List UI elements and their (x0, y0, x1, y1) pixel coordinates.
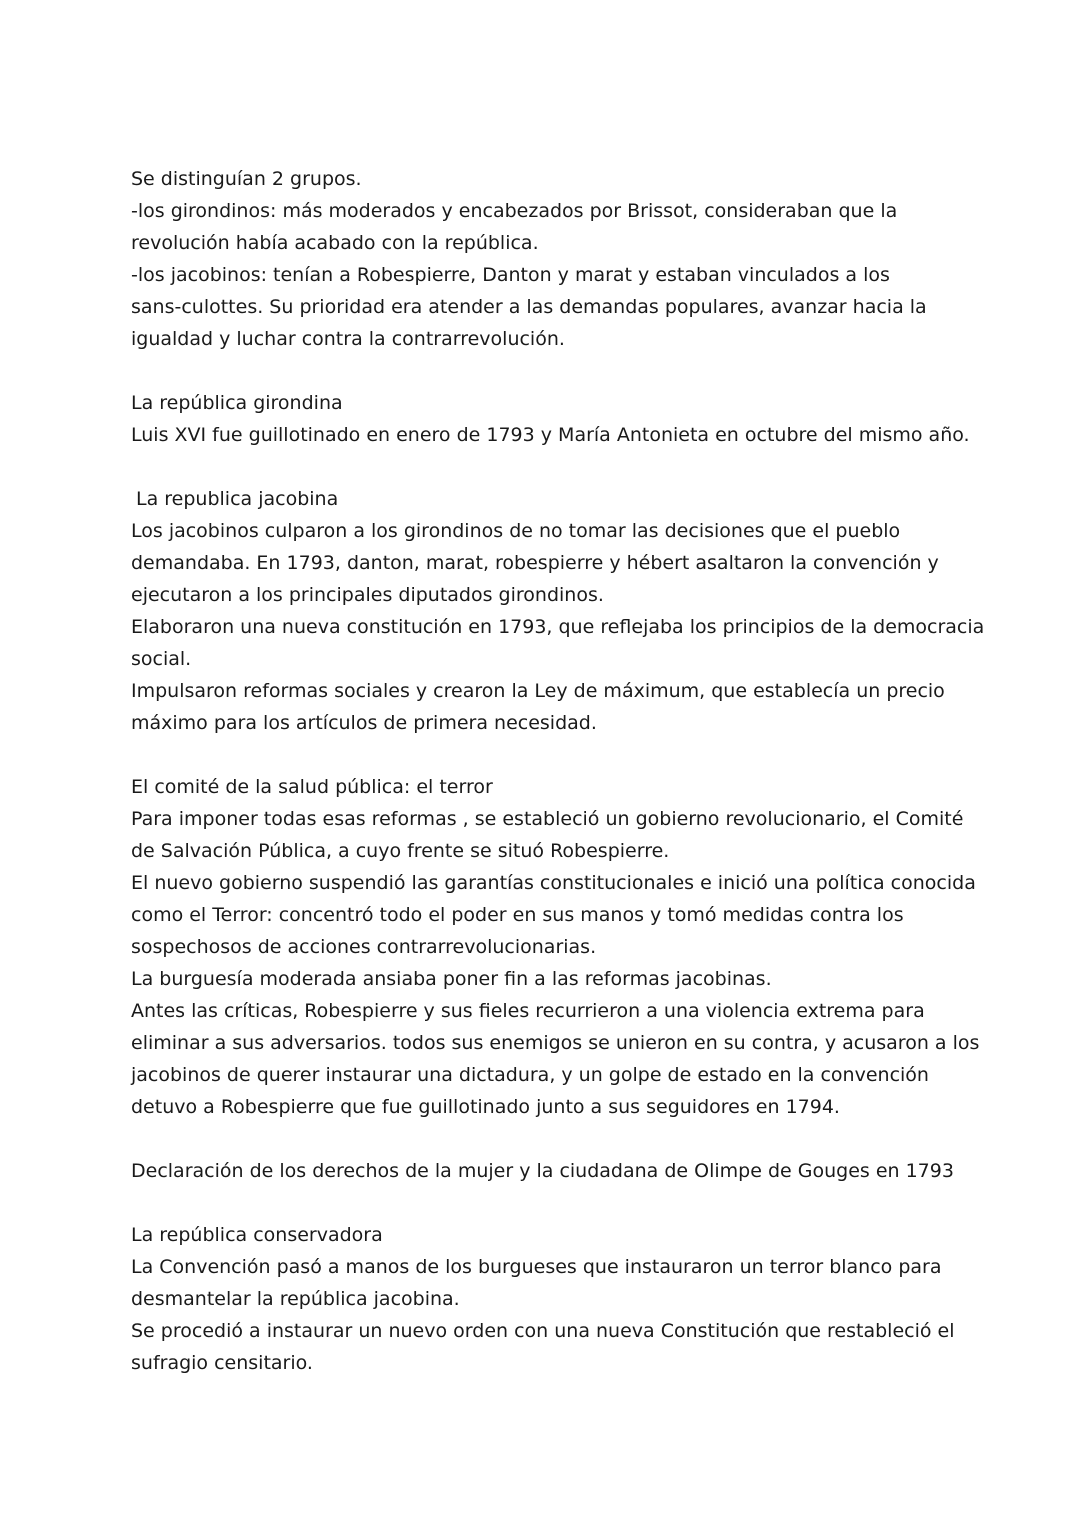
paragraph-line: Declaración de los derechos de la mujer y la ciudadana de Olimpe de Gouges en 1793 (131, 1160, 954, 1182)
paragraph-line: Elaboraron una nueva constitución en 1793, que reflejaba los principios de la democracia (131, 616, 985, 638)
paragraph-line: Los jacobinos culparon a los girondinos de no tomar las decisiones que el pueblo (131, 520, 901, 542)
paragraph-line: La burguesía moderada ansiaba poner fin a las reformas jacobinas. (131, 968, 772, 990)
paragraph-line: Antes las críticas, Robespierre y sus fieles recurrieron a una violencia extrema para (131, 1000, 925, 1022)
section-republica-jacobina (131, 483, 985, 739)
paragraph-line: máximo para los artículos de primera necesidad. (131, 712, 597, 734)
paragraph-line: -los jacobinos: tenían a Robespierre, Danton y marat y estaban vinculados a los (131, 264, 890, 286)
paragraph-line: como el Terror: concentró todo el poder en sus manos y tomó medidas contra los (131, 904, 904, 926)
paragraph-line: detuvo a Robespierre que fue guillotinado junto a sus seguidores en 1794. (131, 1096, 840, 1118)
paragraph-line: La Convención pasó a manos de los burgueses que instauraron un terror blanco para (131, 1256, 942, 1278)
section-heading: La republica jacobina (136, 488, 339, 510)
paragraph-line: igualdad y luchar contra la contrarrevolución. (131, 328, 565, 350)
paragraph-line: sans-culottes. Su prioridad era atender a las demandas populares, avanzar hacia la (131, 296, 927, 318)
paragraph-line: -los girondinos: más moderados y encabezados por Brissot, consideraban que la (131, 200, 898, 222)
blank-line (131, 1123, 961, 1155)
blank-line (131, 1187, 961, 1219)
section-republica-girondina (131, 387, 970, 451)
paragraph-line: Para imponer todas esas reformas , se estableció un gobierno revolucionario, el Comité (131, 808, 964, 830)
blank-line (131, 739, 961, 771)
paragraph-line: Impulsaron reformas sociales y crearon la Ley de máximum, que establecía un precio (131, 680, 945, 702)
section-heading: La república conservadora (131, 1224, 383, 1246)
paragraph-line: sospechosos de acciones contrarrevolucionarias. (131, 936, 597, 958)
blank-line (131, 451, 961, 483)
paragraph-line: jacobinos de querer instaurar una dictadura, y un golpe de estado en la convención (131, 1064, 929, 1086)
section-comite-terror (131, 771, 980, 1123)
section-groups (131, 163, 961, 355)
section-heading: La república girondina (131, 392, 343, 414)
document-page (131, 163, 985, 1379)
paragraph-line: Se distinguían 2 grupos. (131, 168, 362, 190)
paragraph-line: El nuevo gobierno suspendió las garantías constitucionales e inició una política conocida (131, 872, 976, 894)
paragraph-line: ejecutaron a los principales diputados girondinos. (131, 584, 604, 606)
paragraph-line: Se procedió a instaurar un nuevo orden con una nueva Constitución que restableció el (131, 1320, 955, 1342)
section-declaracion (131, 1155, 961, 1187)
paragraph-line: social. (131, 648, 192, 670)
paragraph-line: eliminar a sus adversarios. todos sus enemigos se unieron en su contra, y acusaron a los (131, 1032, 980, 1054)
section-republica-conservadora (131, 1219, 961, 1379)
paragraph-line: sufragio censitario. (131, 1352, 313, 1374)
blank-line (131, 355, 961, 387)
paragraph-line: demandaba. En 1793, danton, marat, robespierre y hébert asaltaron la convención y (131, 552, 939, 574)
paragraph-line: de Salvación Pública, a cuyo frente se situó Robespierre. (131, 840, 670, 862)
paragraph-line: Luis XVI fue guillotinado en enero de 1793 y María Antonieta en octubre del mismo año. (131, 424, 970, 446)
section-heading: El comité de la salud pública: el terror (131, 776, 493, 798)
paragraph-line: revolución había acabado con la república. (131, 232, 539, 254)
paragraph-line: desmantelar la república jacobina. (131, 1288, 460, 1310)
